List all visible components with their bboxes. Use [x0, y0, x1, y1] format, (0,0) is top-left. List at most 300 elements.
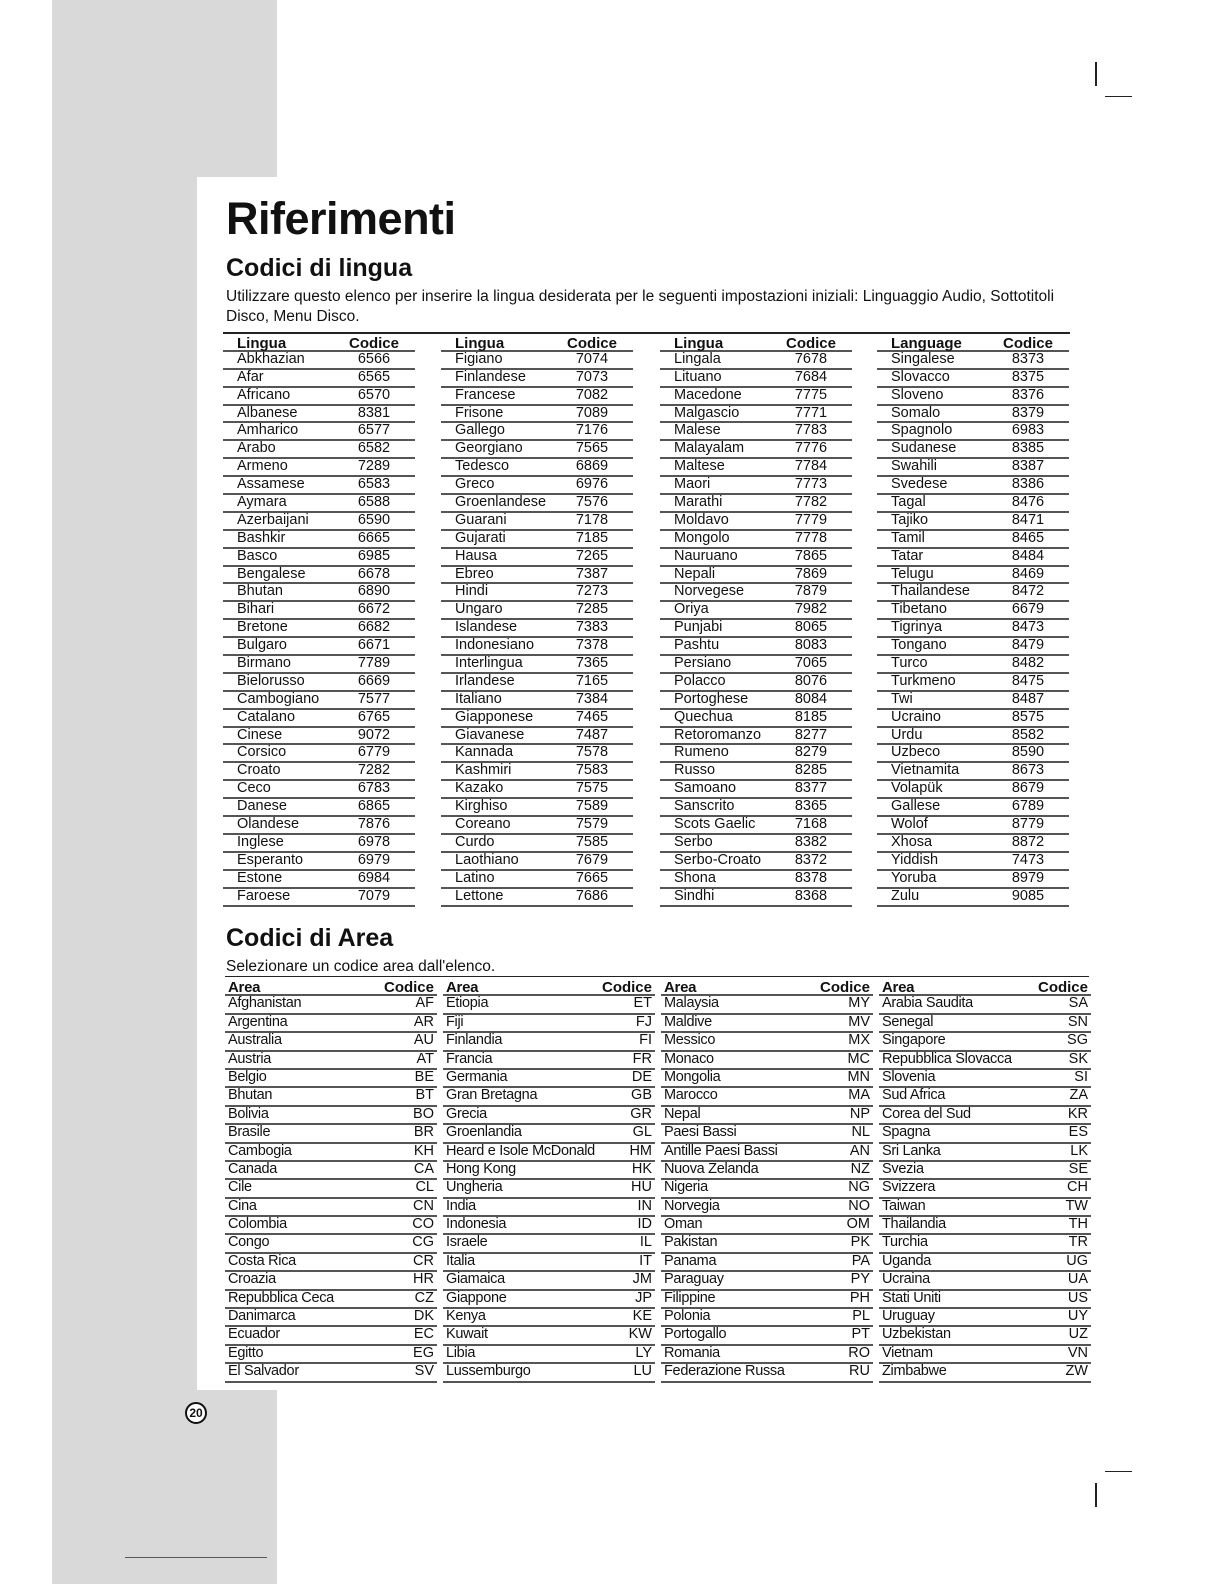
entry-name: Marocco: [664, 1087, 718, 1104]
entry-code: 7387: [575, 565, 609, 582]
entry-name: Curdo: [455, 833, 495, 850]
table-row: [441, 549, 633, 567]
entry-name: Danimarca: [228, 1308, 296, 1325]
entry-code: 8279: [794, 744, 828, 761]
table-row: [441, 477, 633, 495]
table-row: [879, 1162, 1091, 1180]
entry-code: NG: [848, 1179, 870, 1196]
entry-name: Hindi: [455, 583, 489, 600]
table-row: [877, 799, 1069, 817]
entry-code: MV: [848, 1013, 870, 1030]
table-row: [879, 1235, 1091, 1253]
entry-code: MN: [847, 1068, 870, 1085]
entry-name: Panama: [664, 1252, 717, 1269]
table-row: [661, 1107, 873, 1125]
table-row: [225, 1272, 437, 1290]
entry-code: 8365: [794, 798, 828, 815]
entry-name: Bulgaro: [237, 637, 287, 654]
table-row: [660, 728, 852, 746]
entry-code: PK: [850, 1234, 870, 1251]
table-row: [660, 495, 852, 513]
entry-code: 7865: [794, 547, 828, 564]
entry-code: 6672: [357, 601, 391, 618]
entry-code: BT: [415, 1087, 434, 1104]
entry-name: Stati Uniti: [882, 1289, 941, 1306]
entry-name: Bhutan: [228, 1087, 273, 1104]
entry-name: Shona: [674, 869, 716, 886]
entry-code: NZ: [850, 1160, 870, 1177]
table-row: [661, 1346, 873, 1364]
table-row: [225, 1254, 437, 1272]
entry-code: HU: [631, 1179, 652, 1196]
entry-code: 8476: [1011, 494, 1045, 511]
entry-name: Latino: [455, 869, 495, 886]
table-row: [661, 1217, 873, 1235]
entry-name: Retoromanzo: [674, 726, 762, 743]
table-row: [443, 1015, 655, 1033]
entry-name: Xhosa: [891, 833, 933, 850]
table-row: [661, 1125, 873, 1143]
entry-name: Malayalam: [674, 440, 745, 457]
table-row: [660, 871, 852, 889]
table-row: [441, 728, 633, 746]
entry-code: 6665: [357, 529, 391, 546]
entry-name: Bielorusso: [237, 672, 305, 689]
entry-code: LK: [1070, 1142, 1088, 1159]
table-row: [223, 549, 415, 567]
table-header: [877, 335, 1069, 352]
entry-code: GR: [630, 1105, 652, 1122]
table-row: [877, 531, 1069, 549]
entry-name: Lituano: [674, 368, 722, 385]
entry-code: GL: [632, 1124, 652, 1141]
entry-name: Tongano: [891, 637, 947, 654]
entry-name: El Salvador: [228, 1363, 299, 1380]
table-row: [443, 1125, 655, 1143]
entry-name: Vietnamita: [891, 762, 960, 779]
entry-code: KE: [632, 1308, 652, 1325]
entry-name: Tajiko: [891, 511, 929, 528]
entry-name: Yiddish: [891, 851, 939, 868]
entry-name: Tibetano: [891, 601, 947, 618]
entry-name: Islandese: [455, 619, 518, 636]
table-row: [660, 441, 852, 459]
entry-name: Malaysia: [664, 995, 719, 1012]
entry-code: 8582: [1011, 726, 1045, 743]
table-row: [661, 1144, 873, 1162]
table-row: [441, 710, 633, 728]
entry-code: 8372: [794, 851, 828, 868]
entry-code: TW: [1065, 1197, 1088, 1214]
entry-code: BO: [413, 1105, 434, 1122]
table-row: [225, 1015, 437, 1033]
table-row: [660, 602, 852, 620]
entry-name: Catalano: [237, 708, 296, 725]
entry-code: 7282: [357, 762, 391, 779]
entry-code: 7869: [794, 565, 828, 582]
entry-code: 6985: [357, 547, 391, 564]
table-row: [441, 441, 633, 459]
table-row: [441, 638, 633, 656]
entry-code: 7073: [575, 368, 609, 385]
entry-name: Etiopia: [446, 995, 489, 1012]
header-name: Area: [228, 979, 261, 996]
table-row: [660, 549, 852, 567]
entry-name: Serbo-Croato: [674, 851, 762, 868]
entry-code: FJ: [635, 1013, 652, 1030]
entry-code: MX: [848, 1032, 870, 1049]
entry-name: Greco: [455, 476, 495, 493]
lang-table-column: [660, 335, 852, 907]
table-row: [877, 495, 1069, 513]
entry-code: EC: [413, 1326, 434, 1343]
entry-code: 8375: [1011, 368, 1045, 385]
table-row: [879, 996, 1091, 1014]
entry-code: 9072: [357, 726, 391, 743]
entry-name: Danese: [237, 798, 287, 815]
table-row: [223, 674, 415, 692]
table-row: [443, 1346, 655, 1364]
area-table-top-rule: [225, 976, 1089, 977]
entry-code: ZW: [1065, 1363, 1088, 1380]
header-name: Area: [446, 979, 479, 996]
entry-code: 6671: [357, 637, 391, 654]
entry-code: 8471: [1011, 511, 1045, 528]
entry-code: AU: [413, 1032, 434, 1049]
table-header: [225, 979, 437, 996]
entry-code: US: [1067, 1289, 1088, 1306]
entry-name: Serbo: [674, 833, 713, 850]
table-row: [225, 1052, 437, 1070]
entry-code: CA: [413, 1160, 434, 1177]
area-table-column: [443, 979, 655, 1383]
entry-code: 7585: [575, 833, 609, 850]
table-row: [877, 835, 1069, 853]
entry-code: AN: [849, 1142, 870, 1159]
table-row: [877, 584, 1069, 602]
table-row: [661, 1309, 873, 1327]
table-row: [879, 1346, 1091, 1364]
entry-code: 7784: [794, 458, 828, 475]
table-row: [223, 835, 415, 853]
table-row: [661, 1033, 873, 1051]
entry-code: 6583: [357, 476, 391, 493]
table-row: [879, 1144, 1091, 1162]
entry-name: Afghanistan: [228, 995, 302, 1012]
entry-name: Brasile: [228, 1124, 271, 1141]
entry-name: Lingala: [674, 350, 721, 367]
header-name: Area: [882, 979, 915, 996]
table-row: [223, 763, 415, 781]
table-row: [879, 1033, 1091, 1051]
entry-name: Coreano: [455, 816, 511, 833]
entry-name: Nauruano: [674, 547, 738, 564]
table-row: [223, 889, 415, 907]
entry-code: 7165: [575, 672, 609, 689]
entry-code: 8472: [1011, 583, 1045, 600]
entry-code: CL: [415, 1179, 434, 1196]
crop-mark: [1105, 1471, 1132, 1472]
table-row: [225, 1309, 437, 1327]
entry-name: Punjabi: [674, 619, 723, 636]
table-row: [660, 406, 852, 424]
entry-code: 7089: [575, 404, 609, 421]
table-row: [661, 1327, 873, 1345]
entry-code: 7176: [575, 422, 609, 439]
table-row: [661, 1235, 873, 1253]
entry-code: FI: [639, 1032, 652, 1049]
entry-name: Finlandia: [446, 1032, 503, 1049]
table-row: [660, 763, 852, 781]
table-row: [660, 423, 852, 441]
entry-name: Hausa: [455, 547, 497, 564]
entry-code: SI: [1074, 1068, 1088, 1085]
entry-name: Uruguay: [882, 1308, 935, 1325]
entry-name: Gallego: [455, 422, 505, 439]
table-row: [660, 692, 852, 710]
entry-name: Singalese: [891, 350, 955, 367]
entry-code: NO: [848, 1197, 870, 1214]
entry-code: 6779: [357, 744, 391, 761]
table-row: [660, 835, 852, 853]
crop-mark: [1095, 62, 1097, 86]
entry-code: 6669: [357, 672, 391, 689]
header-name: Lingua: [237, 335, 287, 352]
entry-name: Bretone: [237, 619, 288, 636]
entry-code: IL: [639, 1234, 652, 1251]
entry-code: 8387: [1011, 458, 1045, 475]
entry-code: RO: [848, 1344, 870, 1361]
table-row: [877, 781, 1069, 799]
entry-code: PY: [850, 1271, 870, 1288]
table-row: [877, 423, 1069, 441]
table-row: [443, 1254, 655, 1272]
entry-code: KR: [1067, 1105, 1088, 1122]
entry-name: Francese: [455, 386, 516, 403]
table-row: [225, 1180, 437, 1198]
table-row: [879, 1088, 1091, 1106]
entry-code: CR: [413, 1252, 434, 1269]
entry-code: JP: [635, 1289, 652, 1306]
table-row: [661, 1272, 873, 1290]
entry-code: 8368: [794, 887, 828, 904]
table-row: [660, 567, 852, 585]
entry-name: Samoano: [674, 780, 737, 797]
entry-name: Ungaro: [455, 601, 503, 618]
entry-code: 8083: [794, 637, 828, 654]
table-header: [661, 979, 873, 996]
entry-code: 7771: [794, 404, 828, 421]
table-row: [879, 1015, 1091, 1033]
entry-name: Irlandese: [455, 672, 515, 689]
entry-code: IT: [639, 1252, 652, 1269]
table-row: [661, 1015, 873, 1033]
table-row: [661, 1291, 873, 1309]
entry-name: Telugu: [891, 565, 934, 582]
entry-name: Kirghiso: [455, 798, 508, 815]
entry-code: 7782: [794, 494, 828, 511]
table-row: [879, 1125, 1091, 1143]
entry-code: SV: [414, 1363, 434, 1380]
entry-code: CH: [1067, 1179, 1088, 1196]
table-row: [661, 1070, 873, 1088]
entry-name: Italia: [446, 1252, 475, 1269]
entry-code: 8076: [794, 672, 828, 689]
entry-name: Kashmiri: [455, 762, 512, 779]
entry-name: Laothiano: [455, 851, 519, 868]
entry-name: Estone: [237, 869, 283, 886]
table-row: [879, 1070, 1091, 1088]
entry-code: 8484: [1011, 547, 1045, 564]
table-row: [443, 1217, 655, 1235]
entry-name: Hong Kong: [446, 1160, 516, 1177]
entry-code: 8473: [1011, 619, 1045, 636]
entry-name: Polonia: [664, 1308, 711, 1325]
table-row: [225, 1088, 437, 1106]
entry-code: SG: [1067, 1032, 1088, 1049]
entry-code: 6590: [357, 511, 391, 528]
entry-name: Bashkir: [237, 529, 286, 546]
entry-name: Armeno: [237, 458, 288, 475]
table-row: [225, 1144, 437, 1162]
lang-table-column: [877, 335, 1069, 907]
entry-name: Taiwan: [882, 1197, 926, 1214]
table-row: [223, 495, 415, 513]
entry-name: Messico: [664, 1032, 716, 1049]
table-row: [225, 1364, 437, 1382]
entry-name: Gujarati: [455, 529, 506, 546]
table-header: [879, 979, 1091, 996]
entry-code: 8185: [794, 708, 828, 725]
header-name: Area: [664, 979, 697, 996]
entry-code: 6678: [357, 565, 391, 582]
table-row: [441, 620, 633, 638]
table-row: [225, 1125, 437, 1143]
header-code: Codice: [1002, 335, 1053, 352]
entry-code: 6890: [357, 583, 391, 600]
entry-name: Portogallo: [664, 1326, 727, 1343]
entry-code: ES: [1068, 1124, 1088, 1141]
table-row: [877, 406, 1069, 424]
entry-code: 7775: [794, 386, 828, 403]
entry-name: Giapponese: [455, 708, 534, 725]
header-name: Lingua: [455, 335, 505, 352]
entry-name: Fiji: [446, 1013, 464, 1030]
entry-code: 8679: [1011, 780, 1045, 797]
entry-name: Amharico: [237, 422, 299, 439]
page-title: Riferimenti: [226, 193, 456, 244]
entry-name: Paraguay: [664, 1271, 724, 1288]
table-row: [441, 745, 633, 763]
header-code: Codice: [601, 979, 652, 996]
table-row: [223, 602, 415, 620]
entry-name: Ucraina: [882, 1271, 930, 1288]
header-code: Codice: [348, 335, 399, 352]
entry-code: UG: [1066, 1252, 1088, 1269]
entry-name: Singapore: [882, 1032, 946, 1049]
entry-code: LY: [635, 1344, 652, 1361]
entry-name: Yoruba: [891, 869, 937, 886]
entry-name: Assamese: [237, 476, 305, 493]
entry-code: 8065: [794, 619, 828, 636]
entry-name: Corsico: [237, 744, 287, 761]
entry-code: 7289: [357, 458, 391, 475]
table-row: [223, 710, 415, 728]
table-row: [441, 781, 633, 799]
table-row: [660, 638, 852, 656]
table-row: [441, 871, 633, 889]
table-row: [443, 1235, 655, 1253]
entry-name: Ungheria: [446, 1179, 503, 1196]
entry-name: Romania: [664, 1344, 720, 1361]
table-row: [441, 352, 633, 370]
entry-code: 8465: [1011, 529, 1045, 546]
entry-name: Mongolia: [664, 1068, 721, 1085]
table-row: [223, 781, 415, 799]
table-row: [443, 996, 655, 1014]
entry-code: OM: [846, 1216, 870, 1233]
entry-name: Belgio: [228, 1068, 267, 1085]
table-header: [441, 335, 633, 352]
entry-name: Inglese: [237, 833, 284, 850]
entry-name: Giavanese: [455, 726, 525, 743]
entry-name: Sri Lanka: [882, 1142, 941, 1159]
entry-name: Austria: [228, 1050, 272, 1067]
entry-name: Arabia Saudita: [882, 995, 973, 1012]
entry-code: 6979: [357, 851, 391, 868]
entry-code: 6570: [357, 386, 391, 403]
entry-name: Zulu: [891, 887, 920, 904]
entry-name: Volapük: [891, 780, 943, 797]
lang-table-column: [441, 335, 633, 907]
entry-name: Svedese: [891, 476, 948, 493]
entry-code: 6983: [1011, 422, 1045, 439]
entry-code: AF: [415, 995, 434, 1012]
table-row: [443, 1291, 655, 1309]
table-row: [877, 638, 1069, 656]
entry-code: 8673: [1011, 762, 1045, 779]
entry-name: Polacco: [674, 672, 726, 689]
table-row: [441, 513, 633, 531]
entry-name: Kuwait: [446, 1326, 488, 1343]
entry-name: Thailandia: [882, 1216, 946, 1233]
entry-name: India: [446, 1197, 476, 1214]
entry-code: 6565: [357, 368, 391, 385]
entry-name: Kenya: [446, 1308, 486, 1325]
entry-name: Pashtu: [674, 637, 720, 654]
entry-code: ET: [633, 995, 652, 1012]
entry-code: 8373: [1011, 350, 1045, 367]
entry-code: CZ: [414, 1289, 434, 1306]
entry-name: Israele: [446, 1234, 488, 1251]
table-row: [879, 1199, 1091, 1217]
entry-name: Cina: [228, 1197, 257, 1214]
table-row: [660, 656, 852, 674]
entry-name: Basco: [237, 547, 278, 564]
table-row: [223, 692, 415, 710]
entry-code: IN: [637, 1197, 652, 1214]
entry-name: Nepali: [674, 565, 716, 582]
entry-code: 6783: [357, 780, 391, 797]
entry-code: ZA: [1069, 1087, 1088, 1104]
entry-name: Turco: [891, 655, 928, 672]
entry-code: 8377: [794, 780, 828, 797]
table-row: [879, 1052, 1091, 1070]
entry-code: 6869: [575, 458, 609, 475]
table-row: [660, 459, 852, 477]
entry-code: 8386: [1011, 476, 1045, 493]
table-row: [877, 817, 1069, 835]
